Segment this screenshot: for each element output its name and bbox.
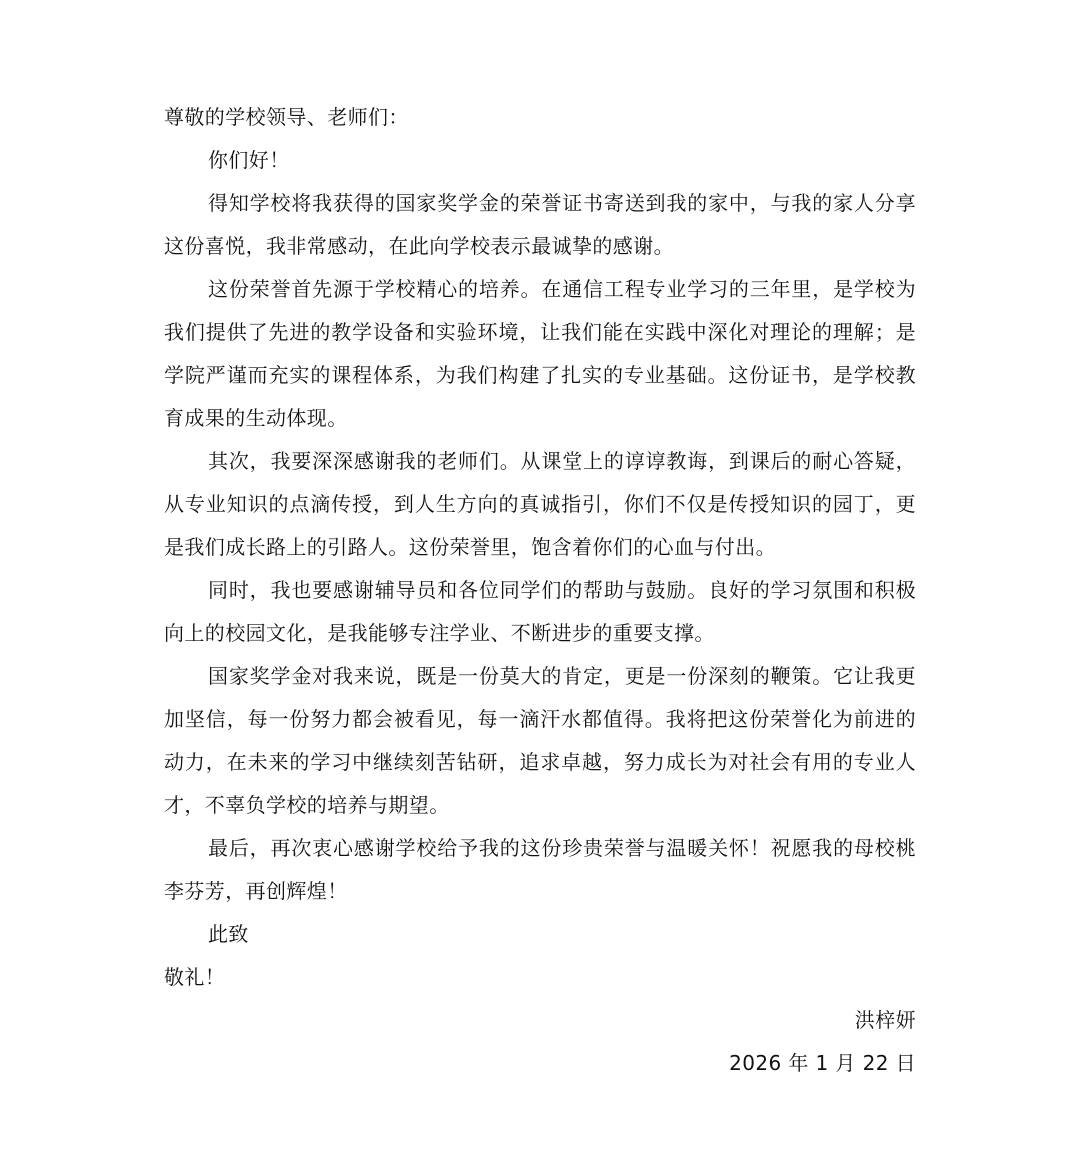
paragraph-5: 国家奖学金对我来说，既是一份莫大的肯定，更是一份深刻的鞭策。它让我更加坚信，每一份努力都会被看见，每一滴汗水都值得。我将把这份荣誉化为前进的动力，在未来的学习中继续刻苦钻研，追求卓越，努力成长为对社会有用的专业人才，不辜负学校的培养与期望。 [164, 664, 916, 817]
greeting: 你们好！ [208, 148, 290, 172]
closing-phrase: 此致 [208, 922, 249, 946]
paragraph-2: 这份荣誉首先源于学校精心的培养。在通信工程专业学习的三年里，是学校为我们提供了先进的教学设备和实验环境，让我们能在实践中深化对理论的理解；是学院严谨而充实的课程体系，为我们构建了扎实的专业基础。这份证书，是学校教育成果的生动体现。 [164, 277, 916, 430]
paragraph-4: 同时，我也要感谢辅导员和各位同学们的帮助与鼓励。良好的学习氛围和积极向上的校园文化，是我能够专注学业、不断进步的重要支撑。 [164, 578, 916, 645]
paragraph-3: 其次，我要深深感谢我的老师们。从课堂上的谆谆教诲，到课后的耐心答疑，从专业知识的点滴传授，到人生方向的真诚指引，你们不仅是传授知识的园丁，更是我们成长路上的引路人。这份荣誉里，饱含着你们的心血与付出。 [164, 449, 916, 559]
date: 2026 年 1 月 22 日 [729, 1051, 916, 1075]
signature: 洪梓妍 [854, 1008, 916, 1032]
letter-body [164, 96, 916, 1085]
salutation: 尊敬的学校领导、老师们： [164, 105, 409, 129]
paragraph-6: 最后，再次衷心感谢学校给予我的这份珍贵荣誉与温暖关怀！祝愿我的母校桃李芬芳，再创辉煌！ [164, 836, 916, 903]
paragraph-1: 得知学校将我获得的国家奖学金的荣誉证书寄送到我的家中，与我的家人分享这份喜悦，我非常感动，在此向学校表示最诚挚的感谢。 [164, 191, 916, 258]
closing-salute: 敬礼！ [164, 965, 226, 989]
